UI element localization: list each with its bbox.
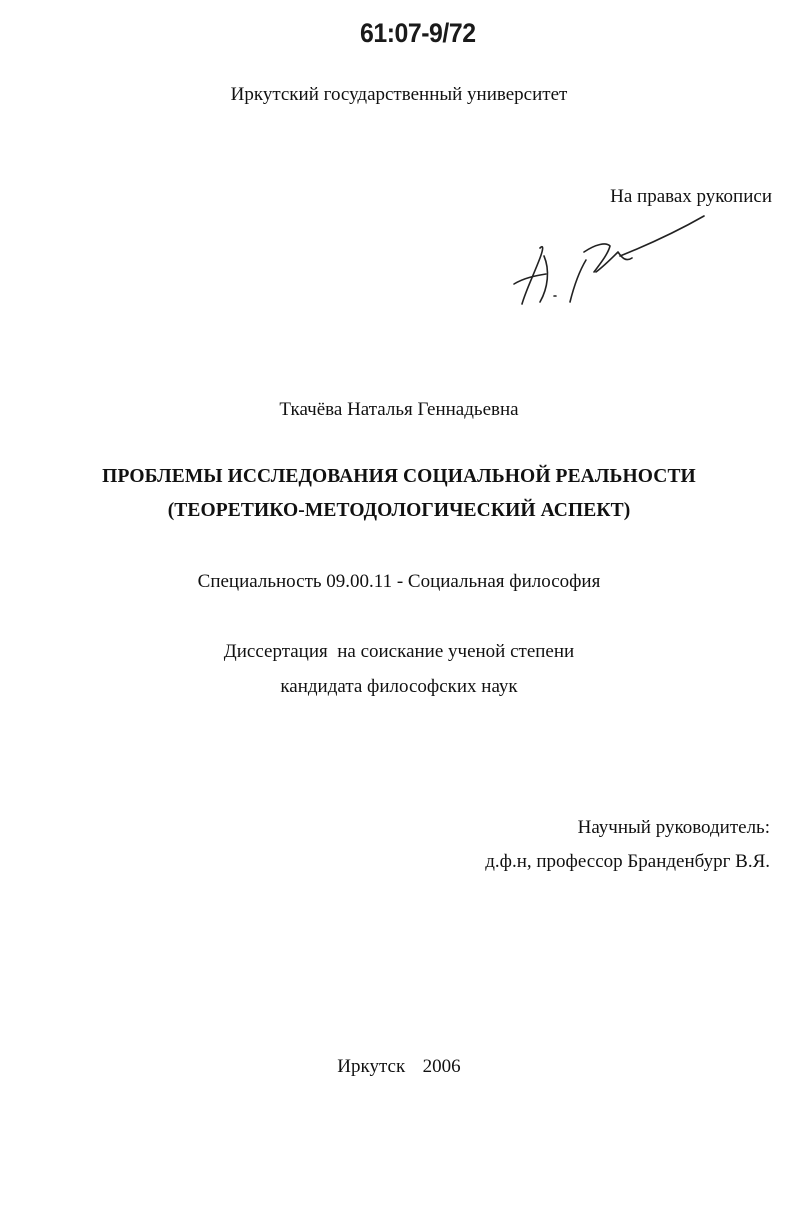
dissertation-title-line-1: ПРОБЛЕМЫ ИССЛЕДОВАНИЯ СОЦИАЛЬНОЙ РЕАЛЬНОСТИ [102,466,696,487]
signature-stroke [620,216,704,256]
manuscript-rights-note: На правах рукописи [610,186,772,207]
signature-stroke [570,260,586,302]
supervisor-name: д.ф.н, профессор Бранденбург В.Я. [485,851,770,872]
specialty: Специальность 09.00.11 - Социальная философия [197,571,601,592]
author-name: Ткачёва Наталья Геннадьевна [279,399,519,420]
degree-line-2: кандидата философских наук [280,676,518,697]
supervisor-label: Научный руководитель: [577,817,770,838]
city-year: Иркутск 2006 [337,1056,461,1077]
dissertation-title-line-2: (ТЕОРЕТИКО-МЕТОДОЛОГИЧЕСКИЙ АСПЕКТ) [167,500,631,521]
signature-stroke [584,244,610,272]
handwritten-signature [500,212,710,312]
signature-stroke [540,256,547,302]
institution-name: Иркутский государственный университет [230,84,568,105]
degree-line-1: Диссертация на соискание ученой степени [223,641,575,662]
archive-stamp-number: 61:07-9/72 [360,18,476,48]
